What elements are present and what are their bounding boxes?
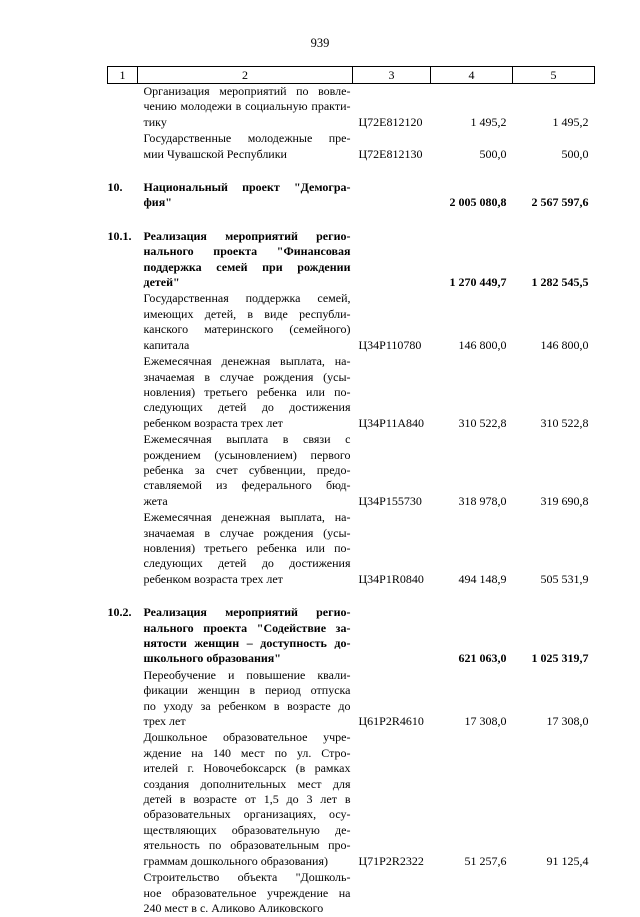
table-row [108, 870, 595, 917]
budget-code [353, 605, 431, 668]
description-line: граммам дошкольного образования) [144, 854, 351, 869]
description-line: нального проекта "Содействие за- [144, 621, 351, 636]
spacer-row [108, 588, 595, 605]
description-line: образовательных организациях, осу- [144, 807, 351, 822]
budget-code: Ц71Р2R2322 [353, 730, 431, 870]
section-number [108, 510, 138, 588]
table-row [108, 131, 595, 163]
table-row [108, 510, 595, 588]
section-row [108, 229, 595, 292]
page-number: 939 [0, 36, 640, 51]
table-row [108, 432, 595, 510]
table-row [108, 84, 595, 132]
description-line: Государственная поддержка семей, [144, 291, 351, 306]
description-line: Ежемесячная денежная выплата, на- [144, 510, 351, 525]
section-number [108, 131, 138, 163]
description-line: ществляющих образовательную де- [144, 823, 351, 838]
budget-code [353, 229, 431, 292]
description-line: школьного образования" [144, 651, 351, 666]
amount-col-5: 505 531,9 [513, 510, 595, 588]
amount-col-5: 17 308,0 [513, 668, 595, 731]
budget-code: Ц34Р155730 [353, 432, 431, 510]
description-cell [138, 605, 353, 668]
amount-col-5: 2 567 597,6 [513, 180, 595, 212]
description-line: следующих детей до достижения [144, 400, 351, 415]
header-col-4: 4 [431, 67, 513, 84]
description-line: значаемая в случае рождения (усы- [144, 526, 351, 541]
description-line: имеющих детей, в виде республи- [144, 307, 351, 322]
description-line: жета [144, 494, 351, 509]
budget-code [353, 180, 431, 212]
section-row [108, 180, 595, 212]
amount-col-5: 91 125,4 [513, 730, 595, 870]
description-line: Переобучение и повышение квали- [144, 668, 351, 683]
description-line: ителей г. Новочебоксарск (в рамках [144, 761, 351, 776]
amount-col-5: 1 495,2 [513, 84, 595, 132]
description-line: ждение на 140 мест по ул. Стро- [144, 746, 351, 761]
section-number [108, 354, 138, 432]
description-line: ставляемой из федерального бюд- [144, 478, 351, 493]
description-line: чению молодежи в социальную практи- [144, 99, 351, 114]
description-line: Дошкольное образовательное учре- [144, 730, 351, 745]
description-cell [138, 180, 353, 212]
section-number [108, 432, 138, 510]
description-line: значаемая в случае рождения (усы- [144, 370, 351, 385]
budget-code: Ц34Р11А840 [353, 354, 431, 432]
description-cell [138, 131, 353, 163]
description-cell [138, 354, 353, 432]
description-line: Реализация мероприятий регио- [144, 605, 351, 620]
description-line: ребенком возраста трех лет [144, 416, 351, 431]
description-line: новления) третьего ребенка или по- [144, 385, 351, 400]
description-line: Ежемесячная денежная выплата, на- [144, 354, 351, 369]
header-col-2: 2 [138, 67, 353, 84]
description-line: фикации женщин в период отпуска [144, 683, 351, 698]
description-line: Организация мероприятий по вовле- [144, 84, 351, 99]
amount-col-4: 146 800,0 [431, 291, 513, 354]
spacer-cell [108, 212, 595, 229]
budget-code: Ц61Р2R4610 [353, 668, 431, 731]
budget-table-container [107, 66, 594, 917]
header-col-3: 3 [353, 67, 431, 84]
section-number [108, 84, 138, 132]
amount-col-4: 2 005 080,8 [431, 180, 513, 212]
section-number [108, 730, 138, 870]
description-line: ребенком возраста трех лет [144, 572, 351, 587]
table-row [108, 354, 595, 432]
description-line: по уходу за ребенком в возрасте до [144, 699, 351, 714]
section-number: 10.2. [108, 605, 138, 668]
description-line: поддержка семей при рождении [144, 260, 351, 275]
section-number: 10. [108, 180, 138, 212]
description-line: Национальный проект "Демогра- [144, 180, 351, 195]
amount-col-5 [513, 870, 595, 917]
budget-code [353, 870, 431, 917]
description-cell [138, 870, 353, 917]
amount-col-4: 51 257,6 [431, 730, 513, 870]
spacer-row [108, 163, 595, 180]
section-number [108, 870, 138, 917]
header-col-5: 5 [513, 67, 595, 84]
description-line: рождением (усыновлением) первого [144, 448, 351, 463]
description-line: мии Чувашской Республики [144, 147, 351, 162]
spacer-cell [108, 163, 595, 180]
description-cell [138, 432, 353, 510]
amount-col-4: 310 522,8 [431, 354, 513, 432]
table-row [108, 730, 595, 870]
description-cell [138, 730, 353, 870]
description-line: тику [144, 115, 351, 130]
description-line: детей в возрасте от 1,5 до 3 лет в [144, 792, 351, 807]
description-line: трех лет [144, 714, 351, 729]
amount-col-4: 17 308,0 [431, 668, 513, 731]
section-number: 10.1. [108, 229, 138, 292]
amount-col-5: 1 025 319,7 [513, 605, 595, 668]
table-row [108, 291, 595, 354]
description-cell [138, 510, 353, 588]
description-line: ное образовательное учреждение на [144, 886, 351, 901]
section-row [108, 605, 595, 668]
amount-col-4: 621 063,0 [431, 605, 513, 668]
amount-col-4: 1 270 449,7 [431, 229, 513, 292]
amount-col-5: 1 282 545,5 [513, 229, 595, 292]
description-line: Строительство объекта "Дошколь- [144, 870, 351, 885]
description-line: 240 мест в с. Аликово Аликовского [144, 901, 351, 916]
description-cell [138, 84, 353, 132]
budget-code: Ц34Р110780 [353, 291, 431, 354]
amount-col-5: 310 522,8 [513, 354, 595, 432]
description-line: капитала [144, 338, 351, 353]
description-line: нального проекта "Финансовая [144, 244, 351, 259]
description-line: ятельность по образовательным про- [144, 838, 351, 853]
spacer-cell [108, 588, 595, 605]
description-line: нятости женщин – доступность до- [144, 636, 351, 651]
description-line: канского материнского (семейного) [144, 322, 351, 337]
amount-col-5: 319 690,8 [513, 432, 595, 510]
description-line: создания дополнительных мест для [144, 777, 351, 792]
header-col-1: 1 [108, 67, 138, 84]
table-body [108, 84, 595, 917]
amount-col-4: 494 148,9 [431, 510, 513, 588]
budget-code: Ц34Р1R0840 [353, 510, 431, 588]
description-line: Ежемесячная выплата в связи с [144, 432, 351, 447]
description-cell [138, 291, 353, 354]
description-line: Государственные молодежные пре- [144, 131, 351, 146]
description-cell [138, 668, 353, 731]
section-number [108, 668, 138, 731]
amount-col-4: 500,0 [431, 131, 513, 163]
description-line: следующих детей до достижения [144, 556, 351, 571]
amount-col-5: 500,0 [513, 131, 595, 163]
description-line: ребенка за счет субвенции, предо- [144, 463, 351, 478]
description-line: новления) третьего ребенка или по- [144, 541, 351, 556]
budget-table [107, 66, 595, 917]
spacer-row [108, 212, 595, 229]
amount-col-4 [431, 870, 513, 917]
amount-col-4: 1 495,2 [431, 84, 513, 132]
section-number [108, 291, 138, 354]
description-line: фия" [144, 195, 351, 210]
budget-code: Ц72Е812130 [353, 131, 431, 163]
amount-col-5: 146 800,0 [513, 291, 595, 354]
table-row [108, 668, 595, 731]
description-line: Реализация мероприятий регио- [144, 229, 351, 244]
description-line: детей" [144, 275, 351, 290]
description-cell [138, 229, 353, 292]
budget-code: Ц72Е812120 [353, 84, 431, 132]
amount-col-4: 318 978,0 [431, 432, 513, 510]
header-row [108, 67, 595, 84]
